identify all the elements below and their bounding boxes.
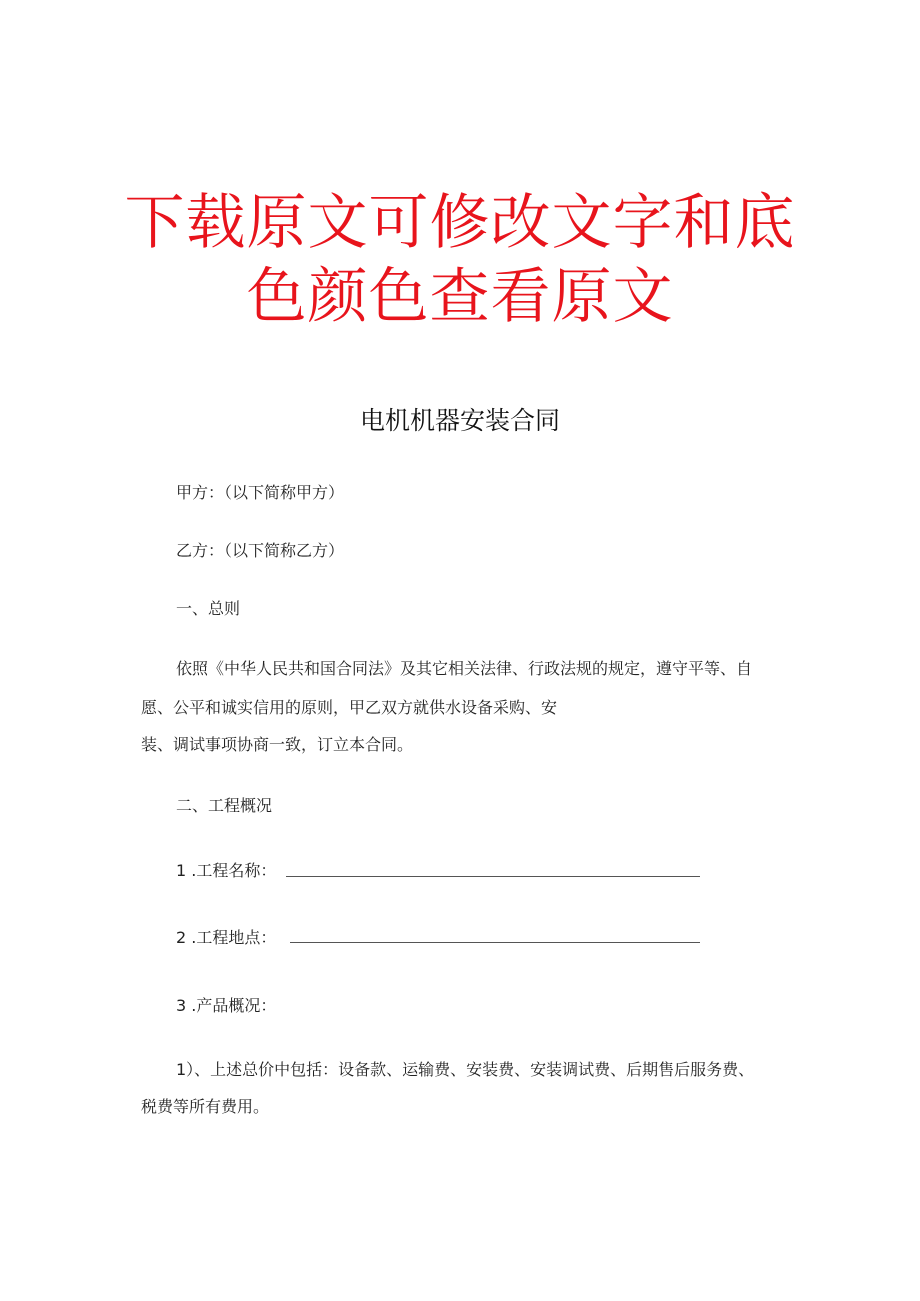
- section-1-paragraph-line-1: 依照《中华人民共和国合同法》及其它相关法律、行政法规的规定，遵守平等、自: [176, 659, 753, 678]
- section-1-heading: 一、总则: [176, 599, 241, 618]
- party-a-line: 甲方：（以下简称甲方）: [176, 483, 345, 502]
- project-location-label: 2 .工程地点：: [176, 928, 277, 947]
- contract-title: 电机机器安装合同: [359, 406, 560, 435]
- project-name-label: 1 .工程名称：: [176, 861, 277, 880]
- section-2-heading: 二、工程概况: [176, 796, 273, 815]
- project-name-blank: [286, 876, 700, 877]
- price-note-line-1: 1）、上述总价中包括：设备款、运输费、安装费、安装调试费、后期售后服务费、: [176, 1060, 755, 1079]
- promo-banner-line-2: 色颜色查看原文: [246, 262, 674, 332]
- product-overview-label: 3 .产品概况：: [176, 996, 277, 1015]
- section-1-paragraph-line-2: 愿、公平和诚实信用的原则，甲乙双方就供水设备采购、安: [141, 698, 558, 717]
- party-b-line: 乙方：（以下简称乙方）: [176, 541, 345, 560]
- project-location-blank: [290, 942, 700, 943]
- promo-banner-line-1: 下载原文可修改文字和底: [124, 188, 796, 258]
- price-note-line-2: 税费等所有费用。: [141, 1097, 270, 1116]
- section-1-paragraph-line-3: 装、调试事项协商一致，订立本合同。: [141, 735, 414, 754]
